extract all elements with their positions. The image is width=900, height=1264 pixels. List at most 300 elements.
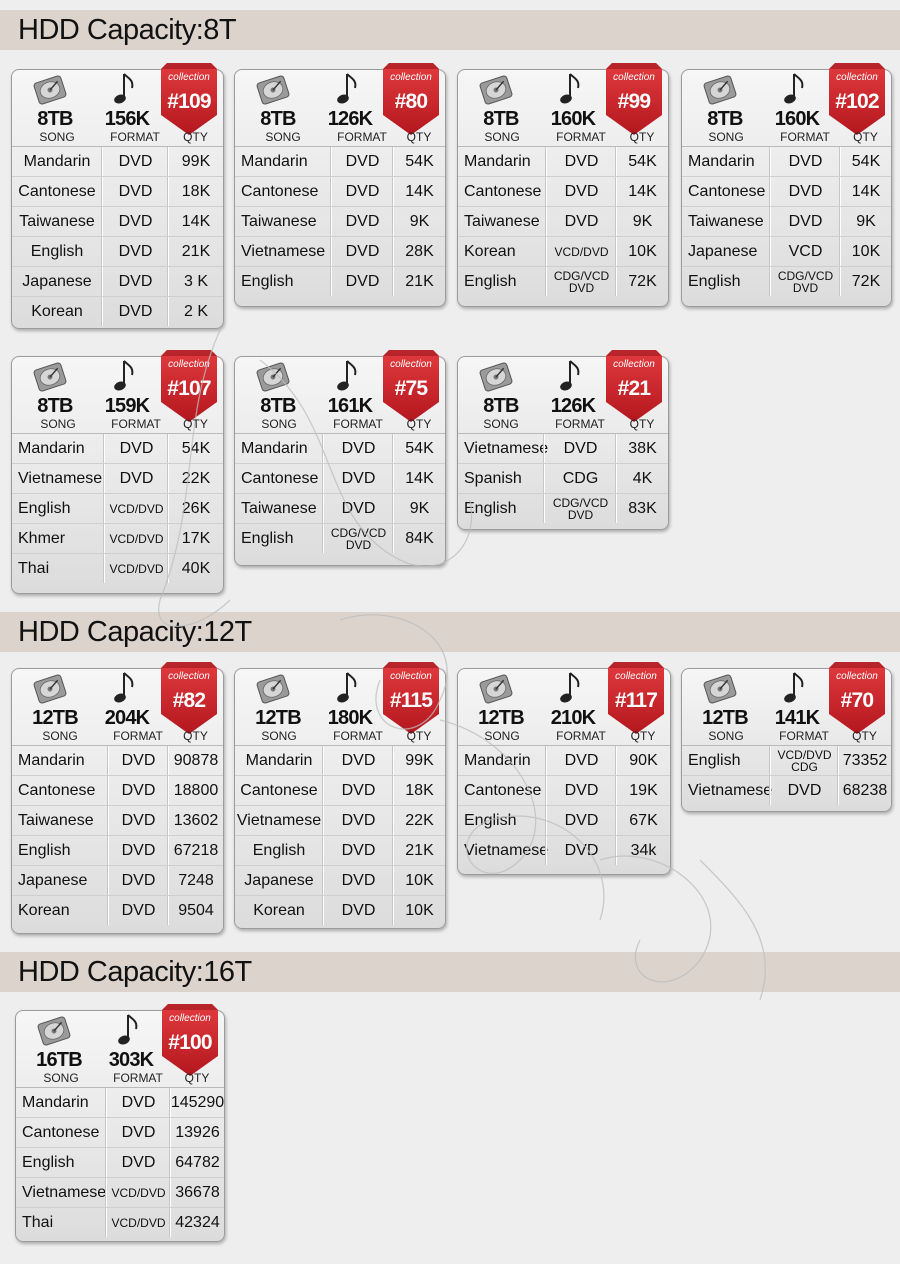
qty-cell: 99K — [393, 746, 445, 775]
badge-label: collection — [613, 359, 655, 370]
table-row — [458, 434, 668, 464]
column-header-format: FORMAT — [111, 417, 161, 431]
table-row — [235, 776, 445, 806]
qty-cell: 64782 — [170, 1148, 224, 1177]
collection-card — [681, 69, 892, 307]
format-cell: VCD/DVD — [104, 494, 168, 523]
table-row — [235, 464, 445, 494]
qty-cell: 14K — [393, 464, 445, 493]
language-cell: English — [241, 529, 294, 547]
qty-cell: 145290 — [170, 1088, 224, 1117]
qty-cell: 21K — [393, 836, 445, 865]
column-header-row — [235, 415, 445, 433]
column-header-qty: QTY — [629, 417, 655, 431]
format-cell: DVD — [323, 836, 393, 865]
music-note-icon — [335, 72, 359, 106]
table-row — [12, 177, 223, 207]
format-cell: DVD — [546, 776, 616, 805]
collection-number: #117 — [614, 689, 658, 712]
table-row — [458, 494, 668, 523]
collection-ribbon-icon — [381, 662, 441, 736]
format-cell: DVD — [102, 207, 168, 236]
column-header-format: FORMAT — [333, 417, 383, 431]
table-row — [235, 177, 445, 207]
format-cell: DVD — [770, 147, 840, 176]
column-header-song: SONG — [265, 130, 301, 144]
format-cell: DVD — [323, 494, 393, 523]
column-header-format: FORMAT — [113, 729, 163, 743]
badge-label: collection — [390, 671, 432, 682]
language-table — [12, 433, 223, 583]
collection-ribbon-icon — [159, 662, 219, 736]
format-cell: DVD — [331, 147, 393, 176]
format-cell: DVD — [106, 1088, 170, 1117]
language-cell: Korean — [253, 901, 305, 919]
collection-ribbon-icon — [159, 350, 219, 424]
collection-ribbon-icon — [381, 350, 441, 424]
qty-cell: 9K — [393, 494, 445, 523]
song-count: 210K — [550, 707, 596, 729]
table-row — [12, 554, 223, 583]
capacity-label: 8TB — [37, 108, 73, 130]
language-cell: Mandarin — [18, 751, 85, 769]
music-note-icon — [112, 72, 136, 106]
qty-cell: 9504 — [168, 896, 223, 925]
column-header-row — [458, 128, 668, 146]
column-header-row — [458, 415, 668, 433]
table-row — [682, 746, 891, 776]
column-header-row — [16, 1069, 224, 1087]
format-cell: DVD — [104, 434, 168, 463]
language-cell: Taiwanese — [241, 499, 317, 517]
language-cell: Korean — [464, 242, 516, 260]
format-cell: DVD — [546, 836, 616, 865]
language-cell: Cantonese — [22, 1123, 100, 1141]
format-cell: VCD/DVD — [106, 1208, 170, 1237]
qty-cell: 18K — [393, 776, 445, 805]
language-cell: Vietnamese — [688, 781, 773, 799]
qty-cell: 67218 — [168, 836, 223, 865]
collection-number: #115 — [389, 689, 433, 712]
qty-cell: 10K — [840, 237, 891, 266]
language-cell: English — [241, 272, 294, 290]
language-cell: English — [464, 811, 517, 829]
qty-cell: 28K — [393, 237, 445, 266]
collection-card — [681, 668, 892, 812]
capacity-label: 8TB — [260, 395, 296, 417]
music-note-icon — [782, 72, 806, 106]
column-header-song: SONG — [708, 130, 744, 144]
format-cell: VCD/DVD — [104, 524, 168, 553]
qty-cell: 84K — [393, 524, 445, 553]
language-cell: Vietnamese — [464, 439, 549, 457]
badge-label: collection — [169, 1013, 211, 1024]
qty-cell: 21K — [168, 237, 223, 266]
collection-number: #102 — [835, 90, 879, 113]
table-row — [12, 207, 223, 237]
song-count: 141K — [774, 707, 820, 729]
table-row — [12, 237, 223, 267]
collection-number: #82 — [172, 689, 206, 712]
column-header-qty: QTY — [629, 130, 655, 144]
capacity-label: 8TB — [37, 395, 73, 417]
format-cell: DVD — [323, 776, 393, 805]
qty-cell: 10K — [393, 866, 445, 895]
table-row — [235, 746, 445, 776]
collection-card — [457, 69, 669, 307]
table-row — [682, 237, 891, 267]
column-header-song: SONG — [39, 130, 75, 144]
column-header-format: FORMAT — [780, 130, 830, 144]
music-note-icon — [116, 1013, 140, 1047]
language-cell: Cantonese — [240, 781, 318, 799]
format-cell: DVD — [102, 147, 168, 176]
table-row — [682, 177, 891, 207]
table-row — [12, 836, 223, 866]
language-cell: Korean — [18, 901, 70, 919]
badge-label: collection — [168, 671, 210, 682]
qty-cell: 54K — [393, 147, 445, 176]
column-header-qty: QTY — [183, 417, 208, 431]
qty-cell: 72K — [616, 267, 668, 296]
music-note-icon — [112, 359, 136, 393]
column-header-song: SONG — [261, 417, 297, 431]
badge-label: collection — [390, 359, 432, 370]
language-cell: English — [252, 841, 306, 859]
format-cell: DVD — [108, 866, 168, 895]
capacity-label: 12TB — [32, 707, 78, 729]
column-header-song: SONG — [484, 729, 520, 743]
table-row — [12, 267, 223, 297]
format-cell: DVD — [102, 237, 168, 266]
qty-cell: 67K — [616, 806, 670, 835]
hard-drive-icon — [702, 74, 738, 106]
language-cell: Cantonese — [464, 781, 542, 799]
language-table — [12, 146, 223, 326]
collection-card — [457, 668, 671, 875]
table-row — [16, 1088, 224, 1118]
language-cell: English — [22, 1153, 75, 1171]
collection-ribbon-icon — [827, 63, 887, 137]
format-cell: DVD — [323, 464, 393, 493]
qty-cell: 7248 — [168, 866, 223, 895]
table-row — [682, 776, 891, 805]
table-row — [235, 494, 445, 524]
qty-cell: 38K — [616, 434, 668, 463]
language-cell: Taiwanese — [18, 811, 94, 829]
format-cell: DVD — [108, 746, 168, 775]
format-cell: DVD — [106, 1118, 170, 1147]
music-note-icon — [335, 359, 359, 393]
language-cell: Mandarin — [464, 751, 531, 769]
badge-label: collection — [168, 359, 210, 370]
song-count: 161K — [327, 395, 373, 417]
format-cell: DVD — [331, 237, 393, 266]
column-header-song: SONG — [708, 729, 744, 743]
language-cell: Mandarin — [23, 152, 91, 170]
column-header-format: FORMAT — [337, 130, 387, 144]
table-row — [12, 806, 223, 836]
language-cell: Mandarin — [22, 1093, 89, 1111]
badge-label: collection — [168, 72, 210, 83]
format-cell: DVD — [546, 806, 616, 835]
collection-number: #107 — [167, 377, 211, 400]
qty-cell: 14K — [168, 207, 223, 236]
format-cell: CDG/VCD DVD — [546, 267, 616, 296]
hard-drive-icon — [32, 74, 68, 106]
table-row — [12, 297, 223, 326]
format-cell: CDG/VCD DVD — [770, 267, 840, 296]
capacity-label: 8TB — [260, 108, 296, 130]
language-cell: Taiwanese — [464, 212, 540, 230]
table-row — [16, 1178, 224, 1208]
column-header-song: SONG — [42, 729, 78, 743]
collection-card — [11, 356, 224, 594]
capacity-label: 16TB — [36, 1049, 82, 1071]
section-title-8t: HDD Capacity:8T — [0, 10, 900, 50]
language-table — [12, 745, 223, 925]
qty-cell: 9K — [393, 207, 445, 236]
column-header-qty: QTY — [852, 729, 877, 743]
music-note-icon — [558, 359, 582, 393]
column-header-row — [12, 727, 223, 745]
language-table — [16, 1087, 224, 1237]
column-header-format: FORMAT — [110, 130, 160, 144]
collection-card — [11, 668, 224, 934]
table-row — [682, 267, 891, 296]
language-cell: Japanese — [22, 272, 92, 290]
column-header-format: FORMAT — [779, 729, 829, 743]
table-row — [12, 494, 223, 524]
table-row — [458, 267, 668, 296]
format-cell: DVD — [331, 267, 393, 296]
hard-drive-icon — [32, 673, 68, 705]
format-cell: DVD — [108, 896, 168, 925]
collection-number: #75 — [394, 377, 428, 400]
table-row — [458, 464, 668, 494]
column-header-row — [12, 128, 223, 146]
language-cell: Mandarin — [688, 152, 755, 170]
capacity-label: 8TB — [707, 108, 743, 130]
qty-cell: 68238 — [838, 776, 891, 805]
column-header-qty: QTY — [630, 729, 656, 743]
table-row — [458, 746, 670, 776]
qty-cell: 90878 — [168, 746, 223, 775]
language-cell: Cantonese — [241, 469, 319, 487]
column-header-qty: QTY — [406, 130, 432, 144]
collection-ribbon-icon — [604, 350, 664, 424]
hard-drive-icon — [255, 361, 291, 393]
collection-ribbon-icon — [827, 662, 887, 736]
badge-label: collection — [390, 72, 432, 83]
table-row — [682, 207, 891, 237]
column-header-qty: QTY — [406, 417, 432, 431]
collection-card — [234, 69, 446, 307]
language-cell: Vietnamese — [241, 242, 326, 260]
table-row — [12, 434, 223, 464]
section-title-16t: HDD Capacity:16T — [0, 952, 900, 992]
table-row — [12, 866, 223, 896]
language-cell: Mandarin — [241, 439, 308, 457]
table-row — [16, 1208, 224, 1237]
language-cell: Cantonese — [18, 781, 96, 799]
table-row — [458, 237, 668, 267]
language-cell: Japanese — [18, 871, 88, 889]
language-cell: Vietnamese — [18, 469, 103, 487]
language-cell: English — [18, 499, 71, 517]
language-cell: Korean — [31, 302, 83, 320]
language-cell: English — [30, 242, 84, 260]
column-header-qty: QTY — [184, 1071, 210, 1085]
collection-number: #21 — [617, 377, 651, 400]
column-header-format: FORMAT — [113, 1071, 163, 1085]
column-header-qty: QTY — [406, 729, 432, 743]
table-row — [235, 207, 445, 237]
column-header-row — [12, 415, 223, 433]
language-cell: Thai — [18, 559, 50, 577]
language-cell: Cantonese — [18, 182, 96, 200]
table-row — [458, 177, 668, 207]
table-row — [12, 896, 223, 925]
format-cell: DVD — [546, 177, 616, 206]
collection-number: #99 — [617, 90, 651, 113]
table-row — [235, 866, 445, 896]
language-cell: Japanese — [688, 242, 758, 260]
language-table — [235, 745, 445, 925]
column-header-row — [458, 727, 670, 745]
format-cell: DVD — [546, 746, 616, 775]
song-count: 156K — [104, 108, 150, 130]
column-header-row — [682, 727, 891, 745]
qty-cell: 22K — [168, 464, 223, 493]
qty-cell: 26K — [168, 494, 223, 523]
badge-label: collection — [836, 671, 878, 682]
language-cell: Vietnamese — [22, 1183, 107, 1201]
format-cell: DVD — [323, 746, 393, 775]
column-header-format: FORMAT — [333, 729, 383, 743]
music-note-icon — [782, 671, 806, 705]
collection-ribbon-icon — [381, 63, 441, 137]
table-row — [682, 147, 891, 177]
language-cell: Khmer — [18, 529, 66, 547]
language-cell: Cantonese — [688, 182, 766, 200]
qty-cell: 4K — [616, 464, 668, 493]
language-cell: Taiwanese — [241, 212, 317, 230]
language-cell: Cantonese — [464, 182, 542, 200]
qty-cell: 36678 — [170, 1178, 224, 1207]
collection-card — [11, 69, 224, 329]
qty-cell: 18K — [168, 177, 223, 206]
qty-cell: 34k — [616, 836, 670, 865]
table-row — [12, 776, 223, 806]
format-cell: CDG/VCD DVD — [323, 524, 393, 553]
song-count: 160K — [550, 108, 596, 130]
table-row — [458, 207, 668, 237]
column-header-qty: QTY — [183, 729, 208, 743]
collection-card — [457, 356, 669, 530]
collection-number: #70 — [840, 689, 874, 712]
hard-drive-icon — [478, 74, 514, 106]
hard-drive-icon — [255, 74, 291, 106]
hard-drive-icon — [478, 361, 514, 393]
format-cell: DVD — [331, 207, 393, 236]
language-cell: English — [464, 272, 517, 290]
language-cell: Mandarin — [245, 751, 313, 769]
format-cell: DVD — [323, 866, 393, 895]
table-row — [235, 267, 445, 296]
qty-cell: 2 K — [168, 297, 223, 326]
format-cell: DVD — [106, 1148, 170, 1177]
qty-cell: 54K — [616, 147, 668, 176]
format-cell: DVD — [102, 267, 168, 296]
language-cell: Taiwanese — [688, 212, 764, 230]
capacity-label: 12TB — [702, 707, 748, 729]
collection-number: #109 — [167, 90, 211, 113]
table-row — [458, 776, 670, 806]
format-cell: CDG/VCD DVD — [544, 494, 616, 523]
hard-drive-icon — [255, 673, 291, 705]
qty-cell: 9K — [616, 207, 668, 236]
language-cell: Mandarin — [18, 439, 85, 457]
table-row — [458, 806, 670, 836]
language-table — [682, 146, 891, 296]
table-row — [12, 746, 223, 776]
qty-cell: 21K — [393, 267, 445, 296]
format-cell: DVD — [323, 896, 393, 925]
language-cell: Mandarin — [241, 152, 308, 170]
qty-cell: 72K — [840, 267, 891, 296]
song-count: 160K — [774, 108, 820, 130]
music-note-icon — [335, 671, 359, 705]
music-note-icon — [558, 72, 582, 106]
format-cell: DVD — [323, 434, 393, 463]
format-cell: CDG — [544, 464, 616, 493]
format-cell: DVD — [108, 806, 168, 835]
table-row — [235, 524, 445, 553]
hard-drive-icon — [32, 361, 68, 393]
table-row — [16, 1118, 224, 1148]
table-row — [235, 896, 445, 925]
collection-ribbon-icon — [159, 63, 219, 137]
badge-label: collection — [836, 72, 878, 83]
format-cell: DVD — [770, 207, 840, 236]
table-row — [235, 836, 445, 866]
qty-cell: 22K — [393, 806, 445, 835]
format-cell: DVD — [102, 297, 168, 326]
language-table — [235, 433, 445, 553]
language-cell: English — [688, 751, 741, 769]
music-note-icon — [558, 671, 582, 705]
song-count: 159K — [104, 395, 150, 417]
format-cell: VCD/DVD — [104, 554, 168, 583]
column-header-song: SONG — [483, 417, 519, 431]
music-note-icon — [112, 671, 136, 705]
table-row — [235, 434, 445, 464]
format-cell: DVD — [546, 147, 616, 176]
qty-cell: 13602 — [168, 806, 223, 835]
language-cell: Taiwanese — [19, 212, 95, 230]
language-cell: Cantonese — [241, 182, 319, 200]
table-row — [16, 1148, 224, 1178]
qty-cell: 73352 — [838, 746, 891, 775]
language-table — [682, 745, 891, 805]
column-header-qty: QTY — [853, 130, 878, 144]
capacity-label: 8TB — [483, 395, 519, 417]
qty-cell: 14K — [616, 177, 668, 206]
format-cell: DVD — [546, 207, 616, 236]
language-cell: Vietnamese — [236, 811, 322, 829]
format-cell: VCD/DVD — [546, 237, 616, 266]
